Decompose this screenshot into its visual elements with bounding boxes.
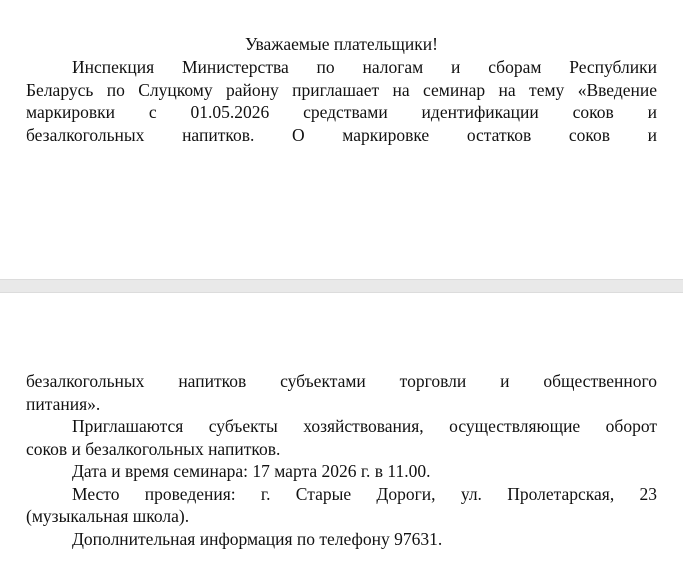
venue-line: Место проведения: г. Старые Дороги, ул. Пролетарская, 23 xyxy=(72,483,657,504)
intro-line: безалкогольных напитков. О маркировке остатков соков и xyxy=(26,124,657,145)
continuation-line: питания». xyxy=(26,393,101,414)
page-break-gap xyxy=(0,279,683,293)
document-page-2 xyxy=(0,293,683,567)
intro-paragraph xyxy=(26,56,657,146)
document-page-1 xyxy=(0,0,683,279)
venue-line: (музыкальная школа). xyxy=(26,506,190,526)
intro-line: маркировки с 01.05.2026 средствами идентификации соков и xyxy=(26,102,657,122)
intro-line: Беларусь по Слуцкому району приглашает на семинар на тему «Введение xyxy=(26,79,657,100)
invited-line: Приглашаются субъекты хозяйствования, осуществляющие оборот xyxy=(72,416,657,436)
continuation-line: безалкогольных напитков субъектами торговли и общественного xyxy=(26,371,657,391)
intro-line: Инспекция Министерства по налогам и сборам Республики xyxy=(72,57,657,77)
invited-line: соков и безалкогольных напитков. xyxy=(26,438,281,459)
info-line: Дополнительная информация по телефону 97631. xyxy=(72,528,443,549)
greeting-heading: Уважаемые плательщики! xyxy=(245,34,438,54)
body-paragraphs xyxy=(26,370,657,550)
datetime-line: Дата и время семинара: 17 марта 2026 г. в 11.00. xyxy=(72,461,431,481)
